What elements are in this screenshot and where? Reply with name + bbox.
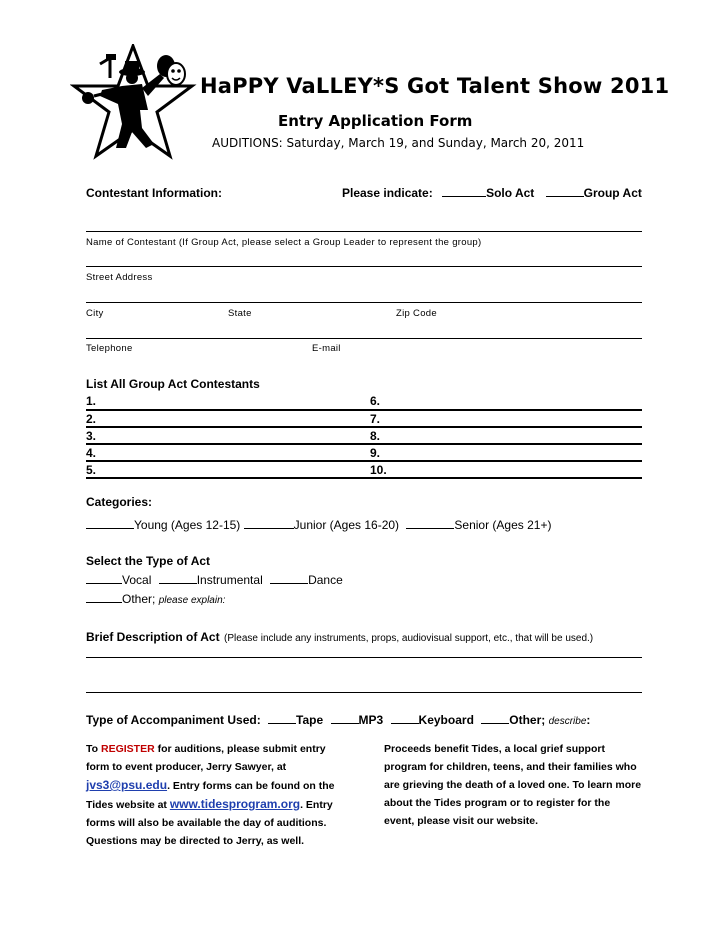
group-list-heading: List All Group Act Contestants xyxy=(86,377,260,391)
footer-text: Tides website at xyxy=(86,799,167,811)
act-vocal: Vocal xyxy=(122,573,152,587)
description-line-2[interactable] xyxy=(86,692,642,693)
row-number: 5. xyxy=(86,463,97,477)
dance-blank[interactable] xyxy=(270,573,308,584)
row-number: 10. xyxy=(370,463,387,477)
city-field-label: City xyxy=(86,308,104,319)
footer-line: form to event producer, Jerry Sawyer, at xyxy=(86,761,287,773)
group-row[interactable] xyxy=(86,411,642,428)
instrumental-blank[interactable] xyxy=(159,573,197,584)
accompaniment-keyboard: Keyboard xyxy=(418,713,474,727)
accompaniment-other-hint: describe xyxy=(548,716,587,727)
act-dance: Dance xyxy=(308,573,343,587)
contestant-heading: Contestant Information: xyxy=(86,186,222,200)
indicate-label: Please indicate: xyxy=(342,186,433,200)
junior-blank[interactable] xyxy=(244,518,294,529)
footer-line xyxy=(86,795,356,814)
description-hint: (Please include any instruments, props, audiovisual support, etc., that will be used.) xyxy=(224,633,594,644)
footer-line: forms will also be available the day of auditions. xyxy=(86,817,327,829)
phone-email-line[interactable] xyxy=(86,338,642,339)
footer-to: To xyxy=(86,743,99,755)
solo-act-blank[interactable] xyxy=(442,186,486,197)
footer-line: about the Tides program or to register for the xyxy=(384,797,611,809)
footer-text: . Entry xyxy=(300,799,333,811)
senior-blank[interactable] xyxy=(406,518,454,529)
accompaniment-other: Other; xyxy=(509,713,546,727)
group-row[interactable] xyxy=(86,393,642,411)
act-instrumental: Instrumental xyxy=(196,573,263,587)
row-number: 8. xyxy=(370,429,381,443)
footer-tides-info xyxy=(384,740,654,830)
state-field-label: State xyxy=(228,308,252,319)
accompaniment-mp3: MP3 xyxy=(358,713,384,727)
vocal-blank[interactable] xyxy=(86,573,122,584)
footer-line: Questions may be directed to Jerry, as well. xyxy=(86,835,305,847)
street-field-label: Street Address xyxy=(86,272,153,283)
telephone-field-label: Telephone xyxy=(86,343,133,354)
act-other-hint: please explain: xyxy=(158,595,226,606)
footer-line: are grieving the death of a loved one. To learn more xyxy=(384,779,642,791)
row-number: 4. xyxy=(86,446,97,460)
young-blank[interactable] xyxy=(86,518,134,529)
mp3-blank[interactable] xyxy=(331,713,359,724)
description-line-1[interactable] xyxy=(86,657,642,658)
keyboard-blank[interactable] xyxy=(391,713,419,724)
act-other: Other; xyxy=(122,592,156,606)
group-act-label: Group Act xyxy=(583,186,642,200)
footer-register-info xyxy=(86,740,356,850)
other-act-blank[interactable] xyxy=(86,592,122,603)
category-junior: Junior (Ages 16-20) xyxy=(293,518,400,532)
footer-line xyxy=(86,740,356,758)
tides-website-link[interactable]: www.tidesprogram.org xyxy=(169,797,301,811)
description-row xyxy=(86,628,593,646)
performer-star-masks-logo xyxy=(70,44,200,164)
footer-text: . Entry forms can be found on the xyxy=(167,780,335,792)
row-number: 7. xyxy=(370,412,381,426)
name-field-line[interactable] xyxy=(86,231,642,232)
footer-line: program for children, teens, and their families who xyxy=(384,761,637,773)
footer-line: Proceeds benefit Tides, a local grief support xyxy=(384,743,605,755)
register-emphasis: REGISTER xyxy=(100,743,155,755)
group-act-blank[interactable] xyxy=(546,186,584,197)
row-number: 6. xyxy=(370,394,381,408)
footer-line: event, please visit our website. xyxy=(384,815,539,827)
categories-heading: Categories: xyxy=(86,495,153,509)
act-other-row xyxy=(86,592,225,606)
zip-field-label: Zip Code xyxy=(396,308,437,319)
name-field-label: Name of Contestant (If Group Act, please select a Group Leader to represent the group) xyxy=(86,237,482,248)
auditions-dates: AUDITIONS: Saturday, March 19, and Sunday, March 20, 2011 xyxy=(212,136,585,150)
email-field-label: E-mail xyxy=(312,343,341,354)
contact-email-link[interactable]: jvs3@psu.edu xyxy=(86,778,168,792)
accompaniment-colon: : xyxy=(586,713,591,727)
category-senior: Senior (Ages 21+) xyxy=(454,518,552,532)
act-type-row xyxy=(86,573,343,587)
category-young: Young (Ages 12-15) xyxy=(134,518,241,532)
group-list-table xyxy=(86,393,642,479)
act-type-heading: Select the Type of Act xyxy=(86,554,211,568)
row-number: 9. xyxy=(370,446,381,460)
group-row[interactable] xyxy=(86,445,642,462)
page-title: HaPPY VaLLEY*S Got Talent Show 2011 xyxy=(200,74,670,98)
tape-blank[interactable] xyxy=(268,713,296,724)
accompaniment-tape: Tape xyxy=(296,713,324,727)
row-number: 2. xyxy=(86,412,97,426)
row-number: 3. xyxy=(86,429,97,443)
form-subtitle: Entry Application Form xyxy=(278,112,473,130)
group-row[interactable] xyxy=(86,462,642,479)
footer-text: for auditions, please submit entry xyxy=(157,743,326,755)
row-number: 1. xyxy=(86,394,97,408)
accompaniment-row xyxy=(86,713,590,727)
city-state-zip-line[interactable] xyxy=(86,302,642,303)
street-field-line[interactable] xyxy=(86,266,642,267)
group-row[interactable] xyxy=(86,428,642,445)
footer-line xyxy=(86,776,356,795)
categories-row xyxy=(86,518,551,532)
accompaniment-heading: Type of Accompaniment Used: xyxy=(86,713,261,727)
indicate-row xyxy=(342,186,642,200)
solo-act-label: Solo Act xyxy=(486,186,535,200)
description-heading: Brief Description of Act xyxy=(86,630,220,644)
other-accompaniment-blank[interactable] xyxy=(481,713,509,724)
